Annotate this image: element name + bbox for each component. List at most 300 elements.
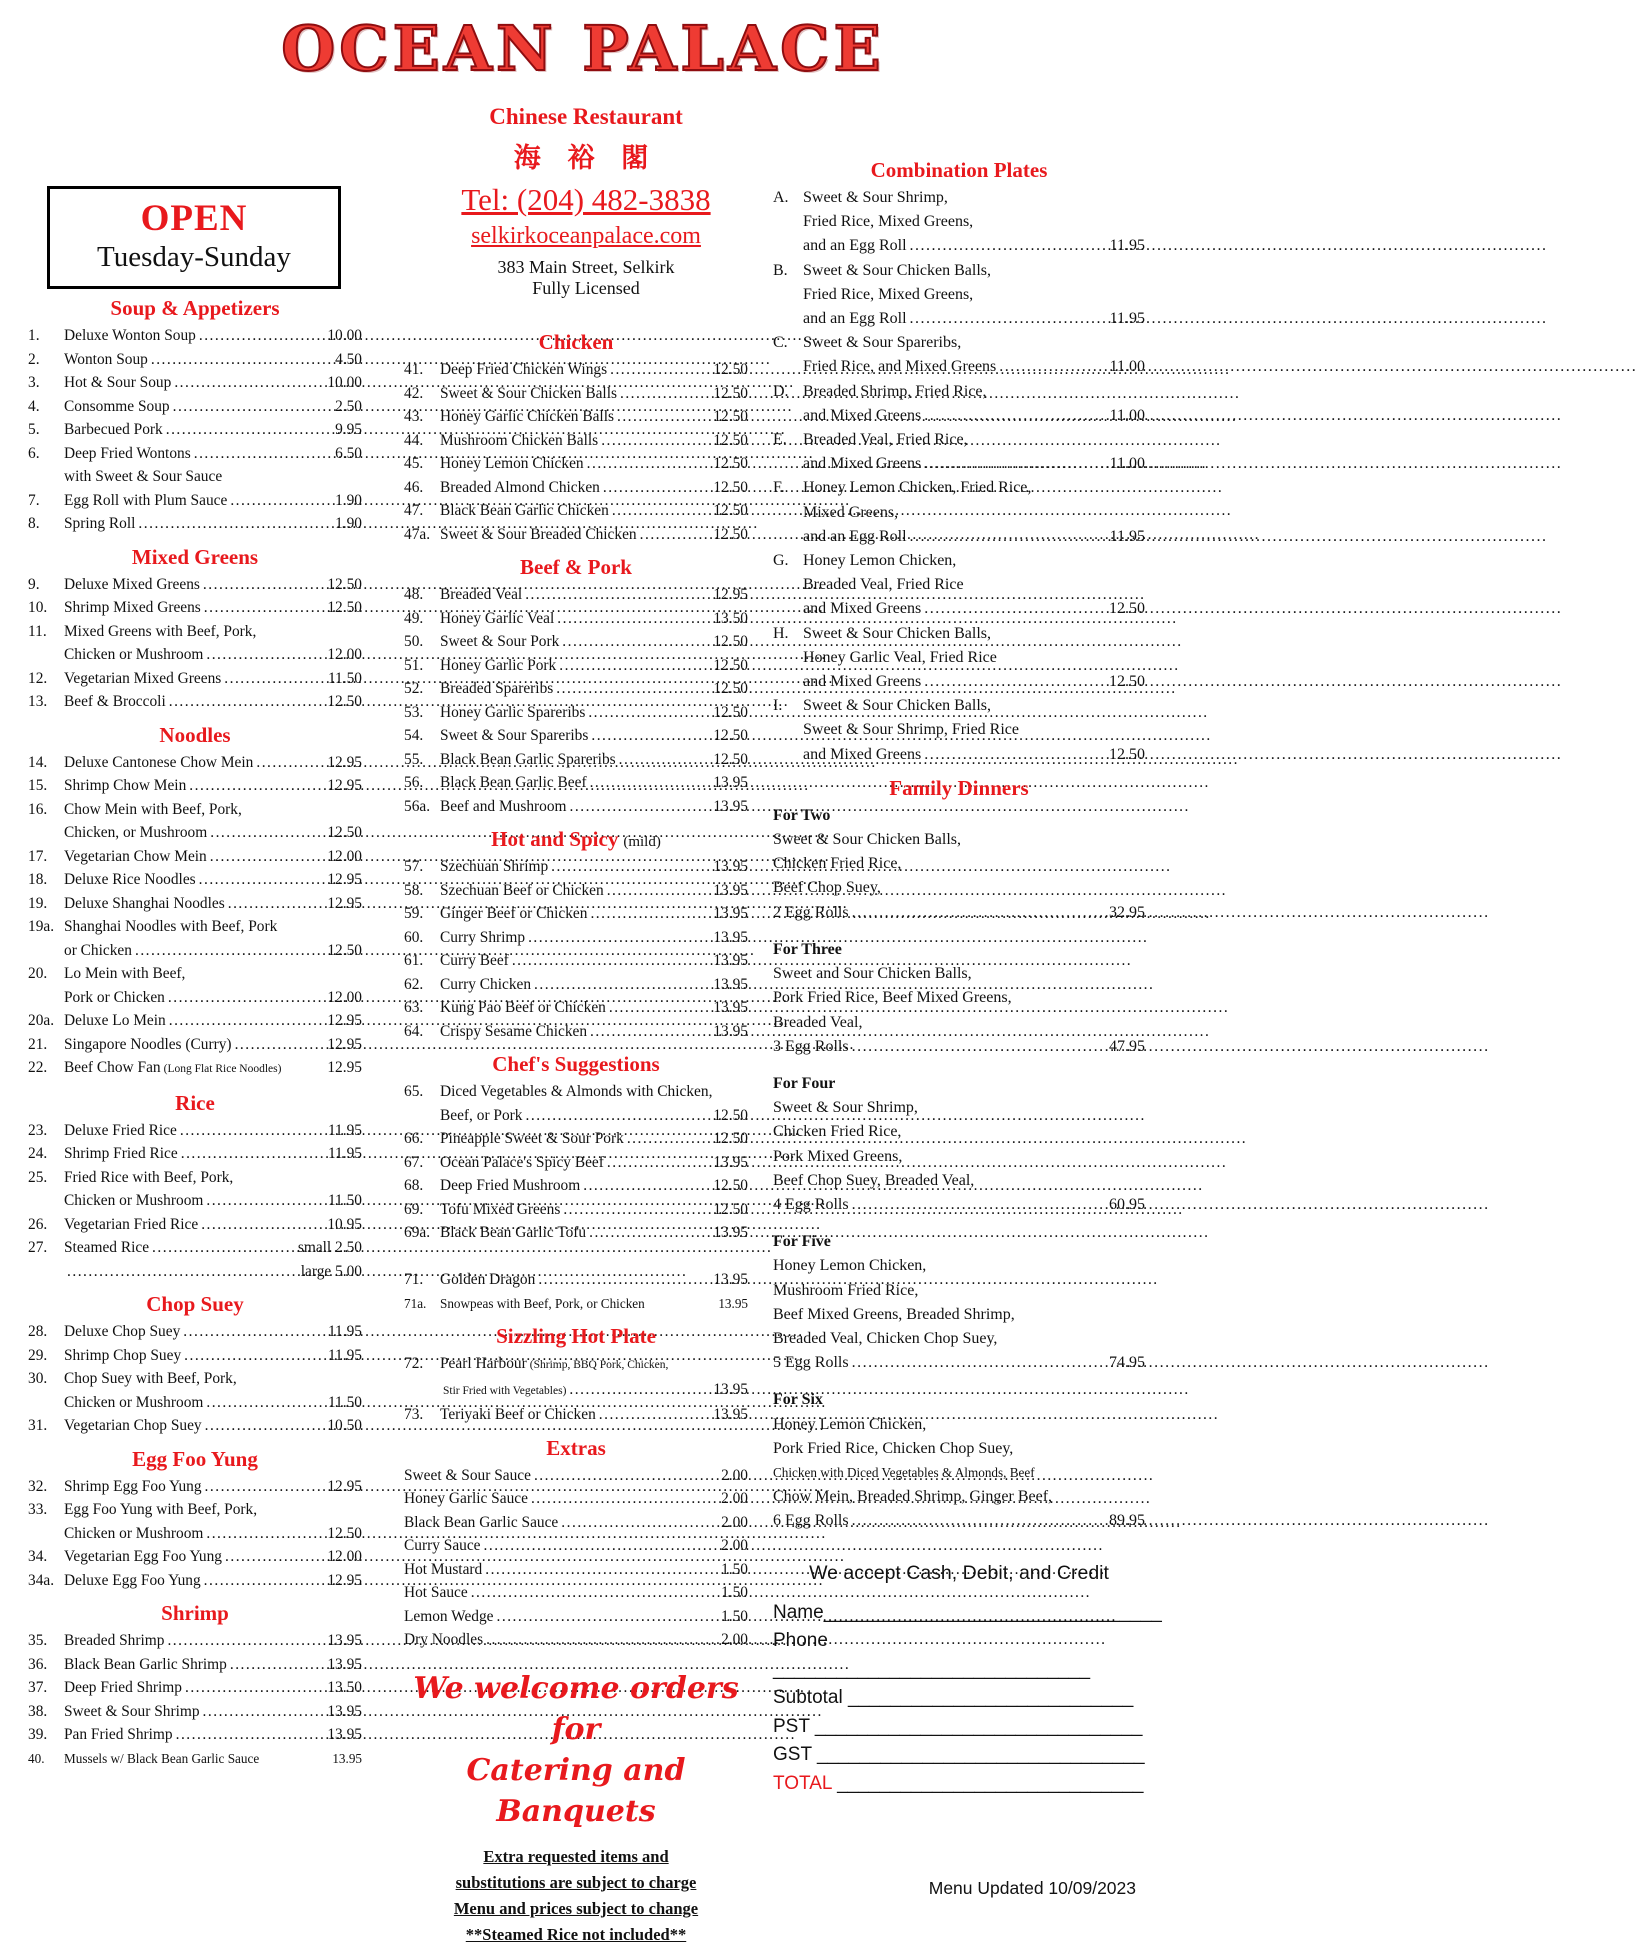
item-name: Breaded Veal, Chicken Chop Suey, bbox=[773, 1329, 998, 1347]
item-price: 4.50 bbox=[335, 350, 362, 368]
item-number: 69. bbox=[404, 1200, 424, 1218]
dotted-leader bbox=[481, 1534, 720, 1558]
dotted-leader bbox=[165, 986, 325, 1010]
section-title-text: Chicken bbox=[538, 330, 614, 354]
item-price: 32.95 bbox=[1109, 903, 1145, 921]
item-name: Sweet & Sour Breaded Chicken bbox=[440, 525, 637, 543]
item-name: and an Egg Roll bbox=[803, 310, 907, 328]
item-price: 12.50 bbox=[713, 502, 748, 519]
menu-item-row bbox=[28, 845, 362, 869]
item-number: 18. bbox=[28, 871, 48, 888]
section-rows bbox=[404, 1352, 748, 1427]
item-price: 13.95 bbox=[713, 1224, 748, 1241]
item-price: 13.95 bbox=[713, 797, 748, 815]
item-number: 47. bbox=[404, 502, 424, 519]
dotted-leader bbox=[170, 395, 333, 419]
item-price: 12.50 bbox=[1109, 600, 1145, 618]
menu-item-row bbox=[28, 939, 362, 963]
dotted-leader bbox=[196, 868, 326, 892]
item-price: 12.50 bbox=[1109, 745, 1145, 763]
item-name: Fried Rice, Mixed Greens, bbox=[803, 285, 974, 303]
item-name: Sweet & Sour Chicken Balls bbox=[440, 384, 617, 402]
menu-item-row bbox=[28, 1236, 362, 1260]
item-price: 10.00 bbox=[327, 374, 362, 391]
item-name: with Sweet & Sour Sauce bbox=[64, 468, 223, 485]
item-name: and Mixed Greens bbox=[803, 455, 922, 473]
section-title-text: Hot and Spicy bbox=[491, 827, 619, 851]
item-name: 3 Egg Rolls bbox=[773, 1037, 849, 1055]
dotted-leader bbox=[148, 348, 333, 372]
menu-item-row bbox=[773, 428, 1145, 452]
dotted-leader bbox=[554, 607, 711, 631]
item-number: 41. bbox=[404, 361, 424, 378]
item-name: Egg Foo Yung with Beef, Pork, bbox=[64, 1501, 258, 1518]
dotted-leader bbox=[585, 701, 711, 725]
item-price: 12.50 bbox=[327, 941, 362, 959]
dotted-leader bbox=[163, 418, 333, 442]
item-name: Lemon Wedge bbox=[404, 1607, 494, 1625]
item-name: Tofu Mixed Greens bbox=[440, 1200, 561, 1218]
item-name: Deluxe Rice Noodles bbox=[64, 871, 196, 888]
phone-link[interactable]: Tel: (204) 482-3838 bbox=[461, 182, 711, 217]
dotted-leader bbox=[588, 724, 711, 748]
website-link[interactable]: selkirkoceanpalace.com bbox=[471, 223, 701, 249]
item-price: 12.50 bbox=[327, 575, 362, 593]
menu-item-row bbox=[773, 1035, 1145, 1059]
item-price: 2.00 bbox=[721, 1466, 748, 1484]
form-label: PST bbox=[773, 1715, 815, 1737]
dotted-leader bbox=[166, 1009, 326, 1033]
menu-item-row bbox=[404, 1558, 748, 1582]
item-name: For Two bbox=[773, 806, 831, 824]
item-name: Honey Lemon Chicken, bbox=[803, 552, 957, 570]
middle-column bbox=[404, 330, 748, 1948]
item-name: Deluxe Cantonese Chow Mein bbox=[64, 753, 254, 771]
menu-item-row bbox=[773, 1169, 1145, 1193]
item-price: 1.90 bbox=[335, 515, 362, 532]
dotted-leader bbox=[135, 512, 333, 536]
section-rows bbox=[404, 358, 748, 546]
dotted-leader bbox=[132, 939, 325, 963]
item-price: 13.95 bbox=[713, 999, 748, 1016]
menu-item-row bbox=[773, 986, 1145, 1010]
item-price: 60.95 bbox=[1109, 1195, 1145, 1213]
menu-item-row bbox=[28, 620, 362, 644]
menu-item-row bbox=[404, 1292, 748, 1316]
section-title-text: Chop Suey bbox=[146, 1292, 244, 1316]
open-hours-box bbox=[47, 186, 341, 289]
dotted-leader bbox=[203, 1189, 326, 1213]
item-price: 12.50 bbox=[713, 1106, 748, 1124]
dotted-leader bbox=[222, 1545, 325, 1569]
item-name: Chow Mein with Beef, Pork, bbox=[64, 800, 242, 818]
section-title bbox=[28, 723, 362, 748]
dotted-leader bbox=[614, 405, 711, 429]
item-number: 4. bbox=[28, 397, 40, 415]
menu-item-row bbox=[773, 476, 1145, 500]
dotted-leader bbox=[203, 1391, 326, 1415]
address-text: 383 Main Street, Selkirk bbox=[497, 257, 675, 277]
item-number: 31. bbox=[28, 1417, 48, 1434]
dotted-leader bbox=[253, 751, 325, 775]
item-number: B. bbox=[773, 261, 788, 279]
section-rows bbox=[28, 324, 362, 536]
item-name: Sweet & Sour Spareribs bbox=[440, 727, 589, 744]
menu-item-row bbox=[773, 525, 1145, 549]
item-price: 12.95 bbox=[713, 586, 748, 603]
menu-item-row bbox=[28, 1676, 362, 1700]
item-name: Deluxe Shanghai Noodles bbox=[64, 894, 225, 912]
item-name: Sweet & Sour Pork bbox=[440, 633, 560, 650]
item-name: Shrimp Mixed Greens bbox=[64, 599, 201, 616]
dotted-leader bbox=[528, 1487, 719, 1511]
item-price: 12.95 bbox=[327, 1059, 362, 1076]
dotted-leader bbox=[637, 523, 712, 547]
item-number: 57. bbox=[404, 858, 424, 875]
item-name: Hot Mustard bbox=[404, 1560, 483, 1578]
item-name: Vegetarian Fried Rice bbox=[64, 1215, 199, 1233]
item-number: 67. bbox=[404, 1153, 424, 1171]
item-price: 12.95 bbox=[327, 1571, 362, 1589]
item-number: 59. bbox=[404, 905, 424, 922]
menu-item-row bbox=[773, 670, 1145, 694]
section-title bbox=[28, 545, 362, 570]
item-name: Chop Suey with Beef, Pork, bbox=[64, 1370, 237, 1387]
section-rows bbox=[28, 751, 362, 1082]
menu-item-row bbox=[773, 1351, 1145, 1375]
menu-item-row bbox=[773, 1230, 1145, 1254]
menu-item-row bbox=[404, 1378, 748, 1404]
item-number: 71a. bbox=[404, 1295, 427, 1311]
form-line bbox=[773, 1599, 1162, 1628]
item-price: 12.95 bbox=[327, 1477, 362, 1495]
menu-item-row bbox=[773, 452, 1145, 476]
dotted-leader bbox=[482, 1558, 719, 1582]
form-blank-line: ______________________________ bbox=[773, 1658, 1091, 1680]
menu-item-row bbox=[404, 949, 748, 973]
dotted-leader bbox=[180, 1320, 326, 1344]
item-number: A. bbox=[773, 189, 789, 206]
item-name: For Four bbox=[773, 1074, 836, 1092]
item-name: Beef Chow Fan bbox=[64, 1059, 161, 1076]
menu-item-row bbox=[404, 607, 748, 631]
menu-item-row bbox=[404, 654, 748, 678]
item-price: 13.95 bbox=[718, 1295, 748, 1311]
section-title-text: Combination Plates bbox=[870, 158, 1048, 182]
item-price: 13.95 bbox=[713, 858, 748, 875]
item-name: Beef Mixed Greens, Breaded Shrimp, bbox=[773, 1305, 1015, 1323]
item-name: and Mixed Greens bbox=[803, 673, 922, 691]
item-number: 71. bbox=[404, 1271, 424, 1288]
dotted-leader bbox=[580, 1174, 711, 1198]
menu-section bbox=[28, 1447, 362, 1593]
item-name: Breaded Veal bbox=[440, 586, 523, 603]
menu-item-row bbox=[28, 1723, 362, 1747]
item-price: 12.95 bbox=[327, 871, 362, 888]
disclaimer-line: substitutions are subject to charge bbox=[455, 1872, 697, 1892]
menu-item-row bbox=[404, 1221, 748, 1245]
item-number: 26. bbox=[28, 1215, 48, 1233]
section-title-text: Shrimp bbox=[161, 1601, 229, 1625]
menu-section bbox=[404, 1052, 748, 1315]
item-number: 56a. bbox=[404, 797, 431, 815]
menu-item-row bbox=[404, 879, 748, 903]
item-name: Wonton Soup bbox=[64, 350, 148, 368]
section-title-text: Extras bbox=[546, 1435, 606, 1460]
item-price: 9.95 bbox=[335, 421, 362, 438]
menu-item-row bbox=[28, 986, 362, 1010]
item-number: 35. bbox=[28, 1632, 48, 1649]
item-name: Pearl Harbour bbox=[440, 1355, 527, 1372]
item-number: 9. bbox=[28, 575, 40, 593]
item-number: 63. bbox=[404, 999, 424, 1016]
item-number: 53. bbox=[404, 703, 424, 721]
menu-item-row bbox=[28, 774, 362, 798]
item-note: (Long Flat Rice Noodles) bbox=[163, 1063, 282, 1075]
dotted-leader bbox=[556, 654, 711, 678]
item-name: Black Bean Garlic Shrimp bbox=[64, 1655, 227, 1673]
item-number: 36. bbox=[28, 1655, 48, 1673]
item-name: Chicken with Diced Vegetables & Almonds, Beef bbox=[773, 1464, 1035, 1480]
item-name: Chow Mein, Breaded Shrimp, Ginger Beef, bbox=[773, 1488, 1053, 1506]
item-number: 49. bbox=[404, 609, 424, 627]
item-name: Pan Fried Shrimp bbox=[64, 1726, 173, 1743]
open-days: Tuesday-Sunday bbox=[97, 241, 291, 273]
item-price: small 2.50 bbox=[297, 1239, 362, 1256]
menu-item-row bbox=[773, 901, 1145, 925]
item-name: Black Bean Garlic Spareribs bbox=[440, 750, 616, 768]
item-price: 12.00 bbox=[327, 847, 362, 865]
menu-item-row bbox=[404, 926, 748, 950]
item-name: Breaded Veal, bbox=[773, 1013, 863, 1031]
item-number: 64. bbox=[404, 1022, 424, 1040]
item-price: 74.95 bbox=[1109, 1354, 1145, 1372]
item-name: Ginger Beef or Chicken bbox=[440, 905, 588, 922]
catering-note bbox=[404, 1668, 748, 1832]
item-price: 2.00 bbox=[721, 1631, 748, 1648]
item-number: 6. bbox=[28, 444, 40, 462]
item-price: 12.50 bbox=[327, 824, 362, 841]
dotted-leader bbox=[560, 1198, 711, 1222]
dotted-leader bbox=[616, 748, 712, 772]
dotted-leader bbox=[596, 1403, 712, 1427]
item-number: 73. bbox=[404, 1406, 424, 1423]
form-blank-line: ___________________________ bbox=[848, 1687, 1134, 1709]
item-number: 60. bbox=[404, 928, 424, 946]
item-price: 12.50 bbox=[713, 384, 748, 402]
item-number: I. bbox=[773, 697, 783, 715]
dotted-leader bbox=[849, 901, 1107, 925]
section-title bbox=[773, 158, 1145, 183]
menu-item-row bbox=[773, 1193, 1145, 1217]
menu-item-row bbox=[28, 821, 362, 845]
item-number: 21. bbox=[28, 1035, 48, 1053]
item-name: Lo Mein with Beef, bbox=[64, 965, 186, 982]
item-name: Diced Vegetables & Almonds with Chicken, bbox=[440, 1083, 713, 1100]
item-number: E. bbox=[773, 431, 787, 449]
menu-item-row bbox=[773, 355, 1145, 379]
right-sections bbox=[773, 158, 1145, 1534]
menu-item-row bbox=[773, 597, 1145, 621]
item-number: 44. bbox=[404, 431, 424, 449]
item-number: 30. bbox=[28, 1370, 48, 1387]
item-price: large 5.00 bbox=[300, 1262, 362, 1280]
item-name: Hot & Sour Soup bbox=[64, 374, 172, 391]
dotted-leader bbox=[182, 1676, 325, 1700]
menu-item-row bbox=[773, 938, 1145, 962]
dotted-leader bbox=[849, 1509, 1107, 1533]
item-name: Deluxe Lo Mein bbox=[64, 1012, 166, 1029]
item-name: Dry Noodles bbox=[404, 1631, 484, 1648]
dotted-leader bbox=[921, 743, 1107, 767]
dotted-leader bbox=[207, 845, 326, 869]
dotted-leader bbox=[907, 234, 1108, 258]
menu-item-row bbox=[28, 1213, 362, 1237]
item-name: Honey Garlic Sauce bbox=[404, 1490, 528, 1507]
menu-item-row bbox=[404, 382, 748, 406]
item-name: Sweet and Sour Chicken Balls, bbox=[773, 965, 972, 983]
dotted-leader bbox=[173, 1723, 326, 1747]
item-price: 13.95 bbox=[713, 928, 748, 946]
dotted-leader bbox=[200, 573, 325, 597]
item-price: 13.95 bbox=[327, 1702, 362, 1720]
dotted-leader bbox=[587, 902, 711, 926]
menu-item-row bbox=[28, 751, 362, 775]
item-name: Sweet & Sour Shrimp bbox=[64, 1702, 200, 1720]
dotted-leader bbox=[624, 1127, 712, 1151]
item-name: Deep Fried Shrimp bbox=[64, 1679, 182, 1696]
item-number: D. bbox=[773, 382, 789, 400]
menu-item-row bbox=[28, 690, 362, 714]
menu-item-row bbox=[404, 1080, 748, 1104]
item-price: 13.50 bbox=[327, 1679, 362, 1696]
menu-item-row bbox=[773, 1413, 1145, 1437]
dotted-leader bbox=[907, 525, 1108, 549]
catering-note-line: We welcome orders for bbox=[413, 1670, 739, 1747]
menu-item-row bbox=[28, 1142, 362, 1166]
menu-item-row bbox=[404, 1487, 748, 1511]
item-name: Curry Shrimp bbox=[440, 928, 526, 946]
menu-item-row bbox=[773, 259, 1145, 283]
disclaimers bbox=[404, 1844, 748, 1948]
item-price: 12.50 bbox=[713, 727, 748, 744]
menu-item-row bbox=[773, 1303, 1145, 1327]
section-title-text: Egg Foo Yung bbox=[132, 1446, 258, 1471]
item-name: Honey Garlic Pork bbox=[440, 656, 557, 674]
item-price: 2.00 bbox=[721, 1513, 748, 1531]
menu-item-row bbox=[28, 1545, 362, 1569]
item-name: Deep Fried Mushroom bbox=[440, 1177, 581, 1194]
item-price: 12.95 bbox=[327, 894, 362, 912]
menu-item-row bbox=[773, 646, 1145, 670]
item-name: Honey Lemon Chicken, Fried Rice, bbox=[803, 479, 1032, 497]
section-rows bbox=[28, 1320, 362, 1438]
item-price: 12.50 bbox=[327, 693, 362, 710]
item-name: Singapore Noodles (Curry) bbox=[64, 1035, 232, 1053]
item-name: Black Bean Garlic Chicken bbox=[440, 502, 609, 519]
item-price: 12.50 bbox=[713, 656, 748, 674]
dotted-leader bbox=[166, 690, 326, 714]
item-name: Breaded Shrimp, Fried Rice, bbox=[803, 382, 987, 400]
catering-note-line: Catering and Banquets bbox=[466, 1752, 686, 1829]
dotted-leader bbox=[600, 476, 712, 500]
item-price: 12.00 bbox=[327, 1548, 362, 1565]
item-number: 25. bbox=[28, 1168, 48, 1186]
item-name: Beef Chop Suey, Breaded Veal, bbox=[773, 1171, 975, 1189]
item-number: 13. bbox=[28, 693, 48, 710]
item-name: Hot Sauce bbox=[404, 1584, 468, 1601]
item-price: 10.50 bbox=[327, 1417, 362, 1434]
item-name: Curry Chicken bbox=[440, 975, 532, 993]
menu-section bbox=[404, 1324, 748, 1427]
item-number: 55. bbox=[404, 750, 424, 768]
item-name: Breaded Spareribs bbox=[440, 680, 554, 697]
item-number: 66. bbox=[404, 1130, 424, 1147]
payment-accept-note: We accept Cash, Debit, and Credit bbox=[809, 1561, 1109, 1584]
menu-item-row bbox=[773, 852, 1145, 876]
item-price: 12.50 bbox=[713, 478, 748, 496]
dotted-leader bbox=[921, 452, 1107, 476]
form-blank-line: ________________________________ bbox=[823, 1601, 1162, 1623]
item-name: Chicken or Mushroom bbox=[64, 1192, 204, 1209]
menu-item-row bbox=[404, 358, 748, 382]
item-number: 58. bbox=[404, 881, 424, 899]
item-name: Black Bean Garlic Sauce bbox=[404, 1513, 559, 1531]
section-rows bbox=[404, 1464, 748, 1652]
item-name: Chicken, or Mushroom bbox=[64, 824, 208, 841]
item-name: Honey Lemon Chicken, bbox=[773, 1415, 927, 1433]
item-number: C. bbox=[773, 334, 788, 352]
section-title-suffix: (mild) bbox=[623, 834, 661, 850]
dotted-leader bbox=[164, 1629, 325, 1653]
item-price: 11.95 bbox=[327, 1121, 362, 1139]
dotted-leader bbox=[483, 1628, 719, 1652]
menu-item-row bbox=[773, 828, 1145, 852]
item-name: Deluxe Mixed Greens bbox=[64, 575, 200, 593]
menu-item-row bbox=[28, 1009, 362, 1033]
item-price: 11.00 bbox=[1109, 455, 1145, 473]
menu-item-row bbox=[773, 210, 1145, 234]
disclaimer-line: Menu and prices subject to change bbox=[453, 1898, 699, 1918]
menu-section bbox=[404, 330, 748, 546]
menu-item-row bbox=[404, 1628, 748, 1652]
dotted-leader bbox=[553, 677, 711, 701]
menu-item-row bbox=[28, 1747, 362, 1771]
menu-item-row bbox=[773, 331, 1145, 355]
item-price: 12.50 bbox=[713, 633, 748, 650]
section-title bbox=[404, 330, 748, 355]
item-number: 68. bbox=[404, 1177, 424, 1194]
form-line bbox=[773, 1684, 1145, 1713]
item-name: For Five bbox=[773, 1233, 831, 1251]
item-price: 11.00 bbox=[1109, 358, 1145, 376]
item-number: 52. bbox=[404, 680, 424, 697]
menu-item-row bbox=[773, 718, 1145, 742]
menu-item-row bbox=[404, 583, 748, 607]
dotted-leader bbox=[207, 821, 325, 845]
menu-item-row bbox=[28, 1189, 362, 1213]
menu-item-row bbox=[773, 694, 1145, 718]
item-price: 12.95 bbox=[327, 1012, 362, 1029]
menu-item-row bbox=[28, 1320, 362, 1344]
item-name: Chicken Fried Rice, bbox=[773, 1123, 902, 1141]
section-title bbox=[28, 296, 362, 321]
menu-section bbox=[773, 776, 1145, 1534]
menu-item-row bbox=[28, 1056, 362, 1082]
menu-item-row bbox=[773, 962, 1145, 986]
item-name: Honey Garlic Spareribs bbox=[440, 703, 586, 721]
section-title bbox=[773, 776, 1145, 801]
